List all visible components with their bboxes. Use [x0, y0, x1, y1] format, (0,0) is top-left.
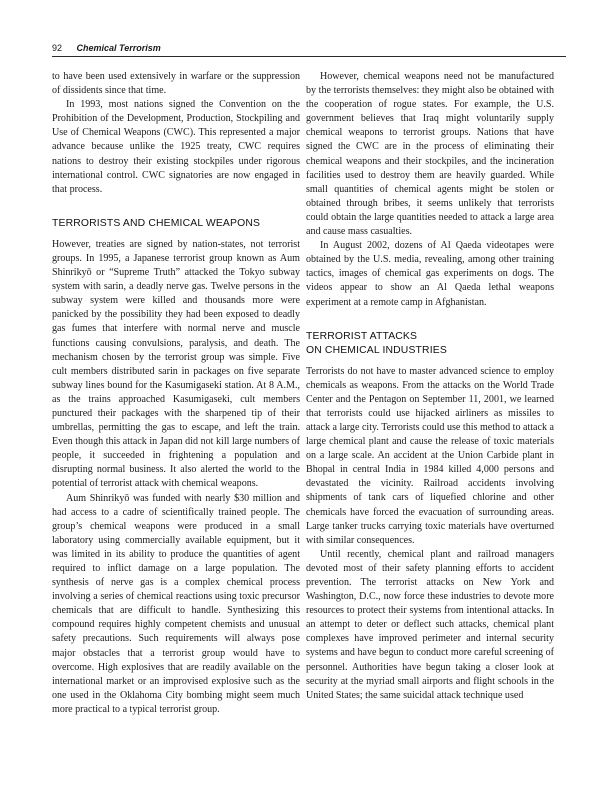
- paragraph: Until recently, chemical plant and railroad managers devoted most of their safety planning efforts to accident prevention. The terrorist attacks on New York and Washington, D.C., now force these industries to devote more resources to protect their systems from intentional attacks. In an attempt to deter or deflect such attacks, chemical plant complexes have improved perimeter and internal security systems and have begun to conduct more careful screening of personnel. Authorities have begun taking a closer look at security at the myriad small airports and flight schools in the United States; the same suicidal attack technique used: [306, 548, 554, 701]
- paragraph: However, chemical weapons need not be manufactured by the terrorists themselves: they might also be obtained with the cooperation of rogue states. For example, the U.S. government believes that Iraq might voluntarily supply chemical weapons to terrorist groups. Nations that have signed the CWC are in the process of eliminating their chemical weapons and their stockpiles, and the incineration facilities used to destroy them are heavily guarded. While small quantities of chemical agents might be stolen or obtained through bribes, it seems unlikely that terrorists could obtain the large quantities needed to attack a large area and cause mass casualties.: [306, 71, 554, 238]
- right-column: [306, 70, 554, 703]
- paragraph: However, treaties are signed by nation-states, not terrorist groups. In 1995, a Japanese terrorist group known as Aum Shinrikyō or “Supreme Truth” attacked the Tokyo subway system with sarin, a deadly nerve gas. Twelve persons in the subway system were killed and thousands more were panicked by the possibility they had been exposed to deadly gas fumes that interfere with normal nerve and muscle functions causing convulsions, paralysis, and death. The mechanism chosen by the terrorist group was simple. Five cult members distributed sarin in packages on five separate subway lines bound for the Kasumigaseki station. At 8 A.M., as the trains approached Kasumigaseki, cult members punctured their packages with the sharpened tip of their umbrellas, permitting the gas to escape, and left the train. Even though this attack in Japan did not kill large numbers of people, it succeeded in frightening a population and disrupting normal business. It also alerted the world to the potential of terrorist attack with chemical weapons.: [52, 238, 300, 490]
- page-header: [52, 42, 566, 57]
- paragraph: to have been used extensively in warfare or the suppression of dissidents since that time.: [52, 71, 300, 97]
- section-heading: TERRORISTS AND CHEMICAL WEAPONS: [52, 217, 261, 229]
- heading-line: TERRORIST ATTACKS: [306, 330, 418, 342]
- running-title: Chemical Terrorism: [76, 43, 161, 53]
- paragraph: Aum Shinrikyō was funded with nearly $30 million and had access to a cadre of scientifically trained people. The group’s chemical weapons were produced in a small laboratory using commercially available equipment, but it was limited in its ability to produce the quantities of agent required to inflict damage on a large population. The synthesis of nerve gas is a complex chemical process involving a series of chemical reactions using toxic precursor chemicals that are difficult to handle. Synthesizing this compound requires highly competent chemists and unusual safety precautions. Such requirements will always pose major obstacles that a terrorist group would have to overcome. High explosives that are readily available on the international market or an improvised explosive such as the one used in the Oklahoma City bombing might seem much more practical to a typical terrorist group.: [52, 492, 300, 715]
- paragraph: In August 2002, dozens of Al Qaeda videotapes were obtained by the U.S. media, revealing, among other training tactics, images of chemical gas experiments on dogs. The videos appear to show an Al Qaeda lethal weapons experiment at a remote camp in Afghanistan.: [306, 240, 554, 308]
- paragraph: In 1993, most nations signed the Convention on the Prohibition of the Development, Production, Stockpiling and Use of Chemical Weapons (CWC). This represented a major advance because unlike the 1925 treaty, CWC requires nations to destroy their existing stockpiles under rigorous international control. CWC signatories are now engaged in that process.: [52, 99, 300, 195]
- section-heading: [306, 330, 554, 358]
- page-number: 92: [52, 43, 63, 53]
- left-column: [52, 70, 300, 717]
- paragraph: Terrorists do not have to master advanced science to employ chemicals as weapons. From the attacks on the World Trade Center and the Pentagon on September 11, 2001, we learned that terrorists could use hijacked airliners as missiles to attack a large city. Terrorists could use this method to attack a large chemical plant and cause the release of toxic materials on a large scale. An accident at the Union Carbide plant in Bhopal in central India in 1984 killed 4,000 persons and devastated the vicinity. Railroad accidents involving shipments of tank cars of liquefied chlorine and other chemicals have forced the evacuation of surrounding areas. Large tanker trucks carrying toxic materials have overturned with similar consequences.: [306, 365, 554, 546]
- heading-line: ON CHEMICAL INDUSTRIES: [306, 344, 447, 356]
